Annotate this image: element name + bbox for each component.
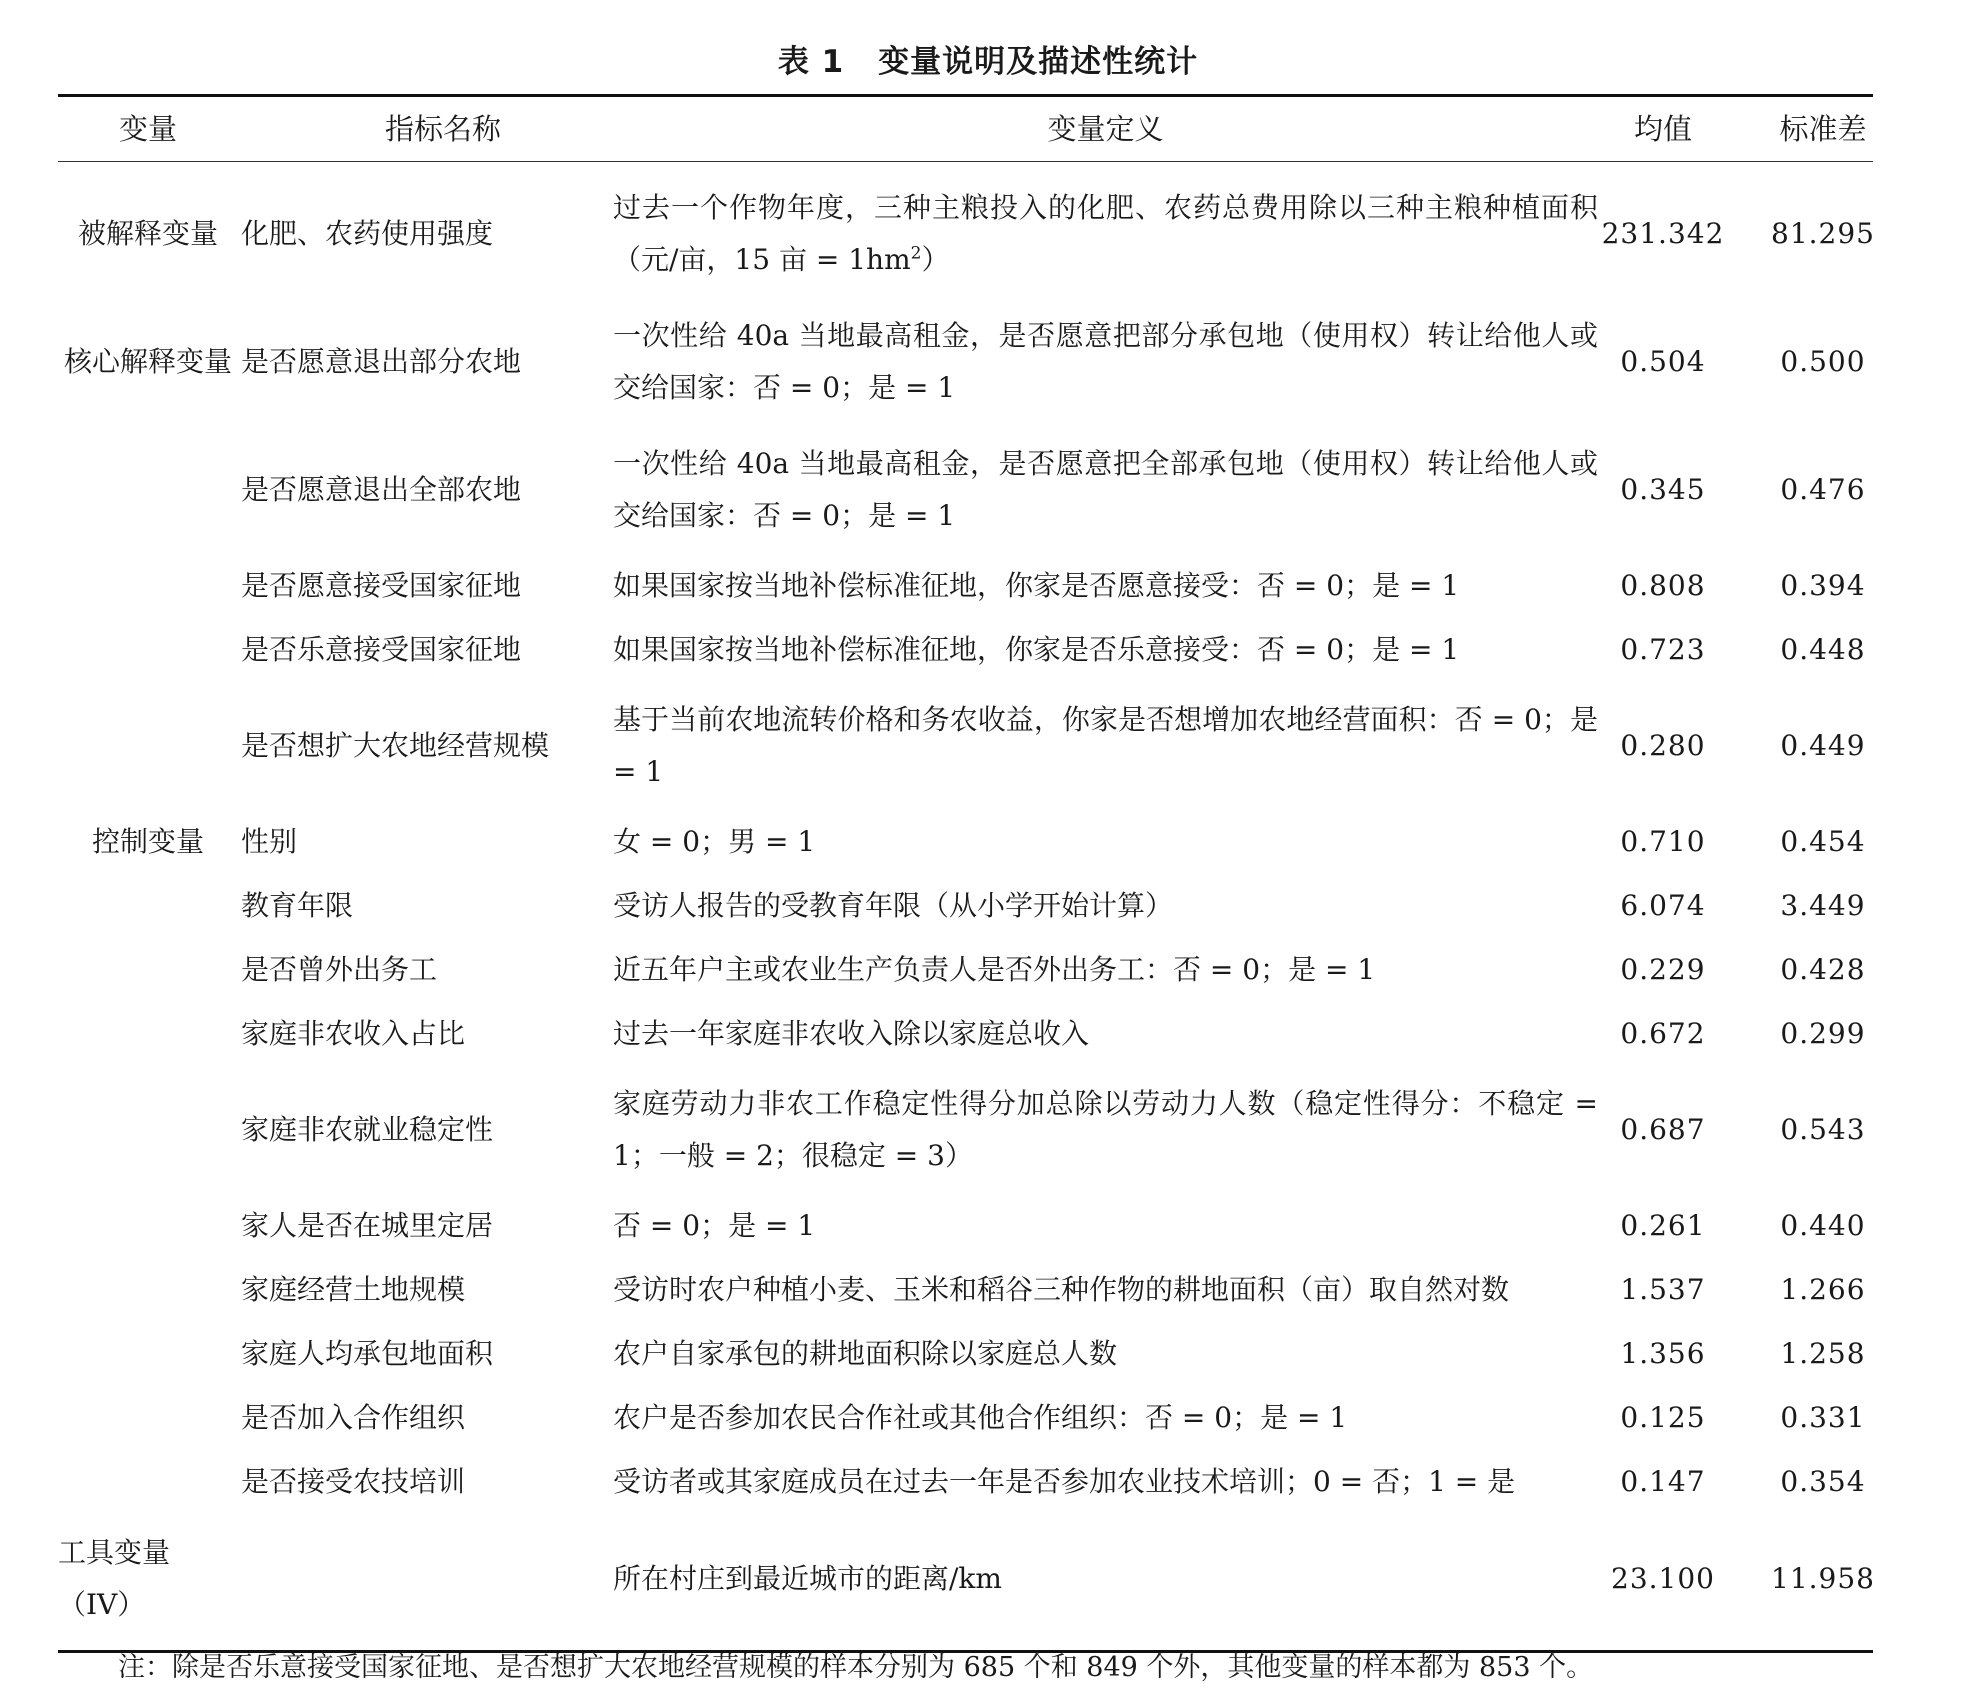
cell-category: 核心解释变量 [63,345,232,378]
definition-text: 否 = 0；是 = 1 [613,1209,816,1242]
header-category: 变量 [118,112,177,146]
cell-name: 家人是否在城里定居 [241,1209,494,1242]
cell-sd: 0.448 [1780,633,1866,666]
cell-name: 是否愿意接受国家征地 [241,569,522,602]
header-name: 指标名称 [384,112,501,146]
table-title [0,36,1976,81]
table-row [58,1386,1873,1450]
cell-category: 工具变量（IV） [58,1536,171,1621]
definition-text: 受访人报告的受教育年限（从小学开始计算） [613,889,1174,922]
cell-name: 是否愿意退出全部农地 [241,473,522,506]
cell-definition [613,1194,1598,1258]
cell-definition [613,938,1598,1002]
definition-text: 家庭劳动力非农工作稳定性得分加总除以劳动力人数（稳定性得分：不稳定 = 1；一般 = 2；很稳定 = 3） [613,1087,1598,1172]
cell-mean: 231.342 [1601,217,1725,250]
table-row [58,426,1873,554]
statistics-table [58,94,1873,1653]
cell-category [58,618,238,682]
cell-definition [613,1386,1598,1450]
cell-definition [613,554,1598,618]
cell-sd: 0.476 [1780,473,1866,506]
table-number: 表 1 [777,44,845,80]
cell-name: 是否想扩大农地经营规模 [241,729,550,762]
definition-text: 所在村庄到最近城市的距离/km [613,1562,1002,1595]
cell-sd: 0.354 [1780,1465,1866,1498]
table-row [58,1066,1873,1194]
cell-definition [613,1322,1598,1386]
cell-definition [613,682,1598,810]
cell-name: 家庭人均承包地面积 [241,1337,494,1370]
cell-category [58,1066,238,1194]
cell-category [58,874,238,938]
table-row [58,298,1873,426]
definition-text: 农户自家承包的耕地面积除以家庭总人数 [613,1337,1118,1370]
cell-sd: 0.449 [1780,729,1866,762]
cell-name: 家庭非农就业稳定性 [241,1113,494,1146]
cell-definition [613,1450,1598,1514]
cell-sd: 11.958 [1771,1562,1875,1595]
cell-category: 被解释变量 [77,217,218,250]
cell-mean: 1.356 [1620,1337,1706,1370]
cell-name: 性别 [241,825,298,858]
cell-mean: 0.229 [1620,953,1706,986]
cell-sd: 0.543 [1780,1113,1866,1146]
definition-text: 过去一年家庭非农收入除以家庭总收入 [613,1017,1090,1050]
table-row [58,1514,1873,1644]
cell-name: 教育年限 [241,889,354,922]
cell-name: 是否愿意退出部分农地 [241,345,522,378]
cell-category [58,1002,238,1066]
cell-sd: 0.428 [1780,953,1866,986]
cell-definition [613,618,1598,682]
cell-category [58,426,238,554]
header-definition: 变量定义 [1047,112,1164,146]
cell-sd: 0.500 [1780,345,1866,378]
definition-superscript: 2 [910,243,922,264]
cell-category [58,938,238,1002]
cell-definition [613,298,1598,426]
table-row [58,618,1873,682]
table-header-row [58,97,1873,162]
cell-name: 家庭经营土地规模 [241,1273,466,1306]
cell-definition [613,170,1598,298]
cell-definition [613,874,1598,938]
table-body [58,170,1873,1644]
table-row [58,1194,1873,1258]
definition-text: 如果国家按当地补偿标准征地，你家是否乐意接受：否 = 0；是 = 1 [613,633,1460,666]
cell-sd: 0.299 [1780,1017,1866,1050]
cell-definition [613,1002,1598,1066]
cell-sd: 3.449 [1780,889,1866,922]
cell-name: 家庭非农收入占比 [241,1017,466,1050]
cell-name: 是否加入合作组织 [241,1401,466,1434]
definition-text: 受访者或其家庭成员在过去一年是否参加农业技术培训；0 = 否；1 = 是 [613,1465,1516,1498]
cell-mean: 0.280 [1620,729,1706,762]
cell-mean: 0.147 [1620,1465,1706,1498]
cell-mean: 0.723 [1620,633,1706,666]
definition-text: 如果国家按当地补偿标准征地，你家是否愿意接受：否 = 0；是 = 1 [613,569,1460,602]
cell-mean: 1.537 [1620,1273,1706,1306]
cell-sd: 0.394 [1780,569,1866,602]
table-row [58,1450,1873,1514]
definition-text: 一次性给 40a 当地最高租金，是否愿意把部分承包地（使用权）转让给他人或交给国家：否 = 0；是 = 1 [613,319,1598,404]
cell-mean: 6.074 [1620,889,1706,922]
table-row [58,554,1873,618]
table-row [58,874,1873,938]
cell-mean: 23.100 [1611,1562,1715,1595]
cell-category [58,682,238,810]
table-row [58,682,1873,810]
definition-text: 受访时农户种植小麦、玉米和稻谷三种作物的耕地面积（亩）取自然对数 [613,1273,1510,1306]
header-mean: 均值 [1633,112,1692,146]
cell-mean: 0.710 [1620,825,1706,858]
cell-category [58,1450,238,1514]
cell-mean: 0.808 [1620,569,1706,602]
cell-sd: 81.295 [1771,217,1875,250]
cell-sd: 1.266 [1780,1273,1866,1306]
cell-name: 化肥、农药使用强度 [241,217,494,250]
cell-sd: 1.258 [1780,1337,1866,1370]
cell-mean: 0.261 [1620,1209,1706,1242]
definition-text: 近五年户主或农业生产负责人是否外出务工：否 = 0；是 = 1 [613,953,1376,986]
cell-name: 是否接受农技培训 [241,1465,466,1498]
table-row [58,170,1873,298]
table-row [58,810,1873,874]
table-row [58,938,1873,1002]
cell-name: 是否乐意接受国家征地 [241,633,522,666]
cell-name [241,1514,601,1644]
cell-category [58,1322,238,1386]
definition-text: 女 = 0；男 = 1 [613,825,816,858]
cell-sd: 0.454 [1780,825,1866,858]
cell-mean: 0.125 [1620,1401,1706,1434]
cell-category: 控制变量 [91,825,204,858]
cell-category [58,1258,238,1322]
table-row [58,1322,1873,1386]
cell-definition [613,1258,1598,1322]
definition-text: 过去一个作物年度，三种主粮投入的化肥、农药总费用除以三种主粮种植面积（元/亩，15 亩 = $1hm^2$） [613,191,1598,276]
header-sd: 标准差 [1779,112,1867,146]
definition-text: 农户是否参加农民合作社或其他合作组织：否 = 0；是 = 1 [613,1401,1348,1434]
cell-category [58,1194,238,1258]
cell-definition [613,1514,1598,1644]
table-caption: 变量说明及描述性统计 [878,44,1199,80]
definition-text: 一次性给 40a 当地最高租金，是否愿意把全部承包地（使用权）转让给他人或交给国家：否 = 0；是 = 1 [613,447,1598,532]
definition-text: 基于当前农地流转价格和务农收益，你家是否想增加农地经营面积：否 = 0；是 = 1 [613,703,1598,788]
table-note: 注：除是否乐意接受国家征地、是否想扩大农地经营规模的样本分别为 685 个和 849 个外，其他变量的样本都为 853 个。 [118,1652,1594,1683]
cell-mean: 0.672 [1620,1017,1706,1050]
cell-definition [613,426,1598,554]
cell-mean: 0.687 [1620,1113,1706,1146]
table-row [58,1002,1873,1066]
cell-mean: 0.345 [1620,473,1706,506]
cell-sd: 0.331 [1780,1401,1866,1434]
cell-mean: 0.504 [1620,345,1706,378]
cell-category [58,1386,238,1450]
cell-definition [613,1066,1598,1194]
cell-definition [613,810,1598,874]
cell-category [58,554,238,618]
cell-name: 是否曾外出务工 [241,953,438,986]
table-row [58,1258,1873,1322]
cell-sd: 0.440 [1780,1209,1866,1242]
